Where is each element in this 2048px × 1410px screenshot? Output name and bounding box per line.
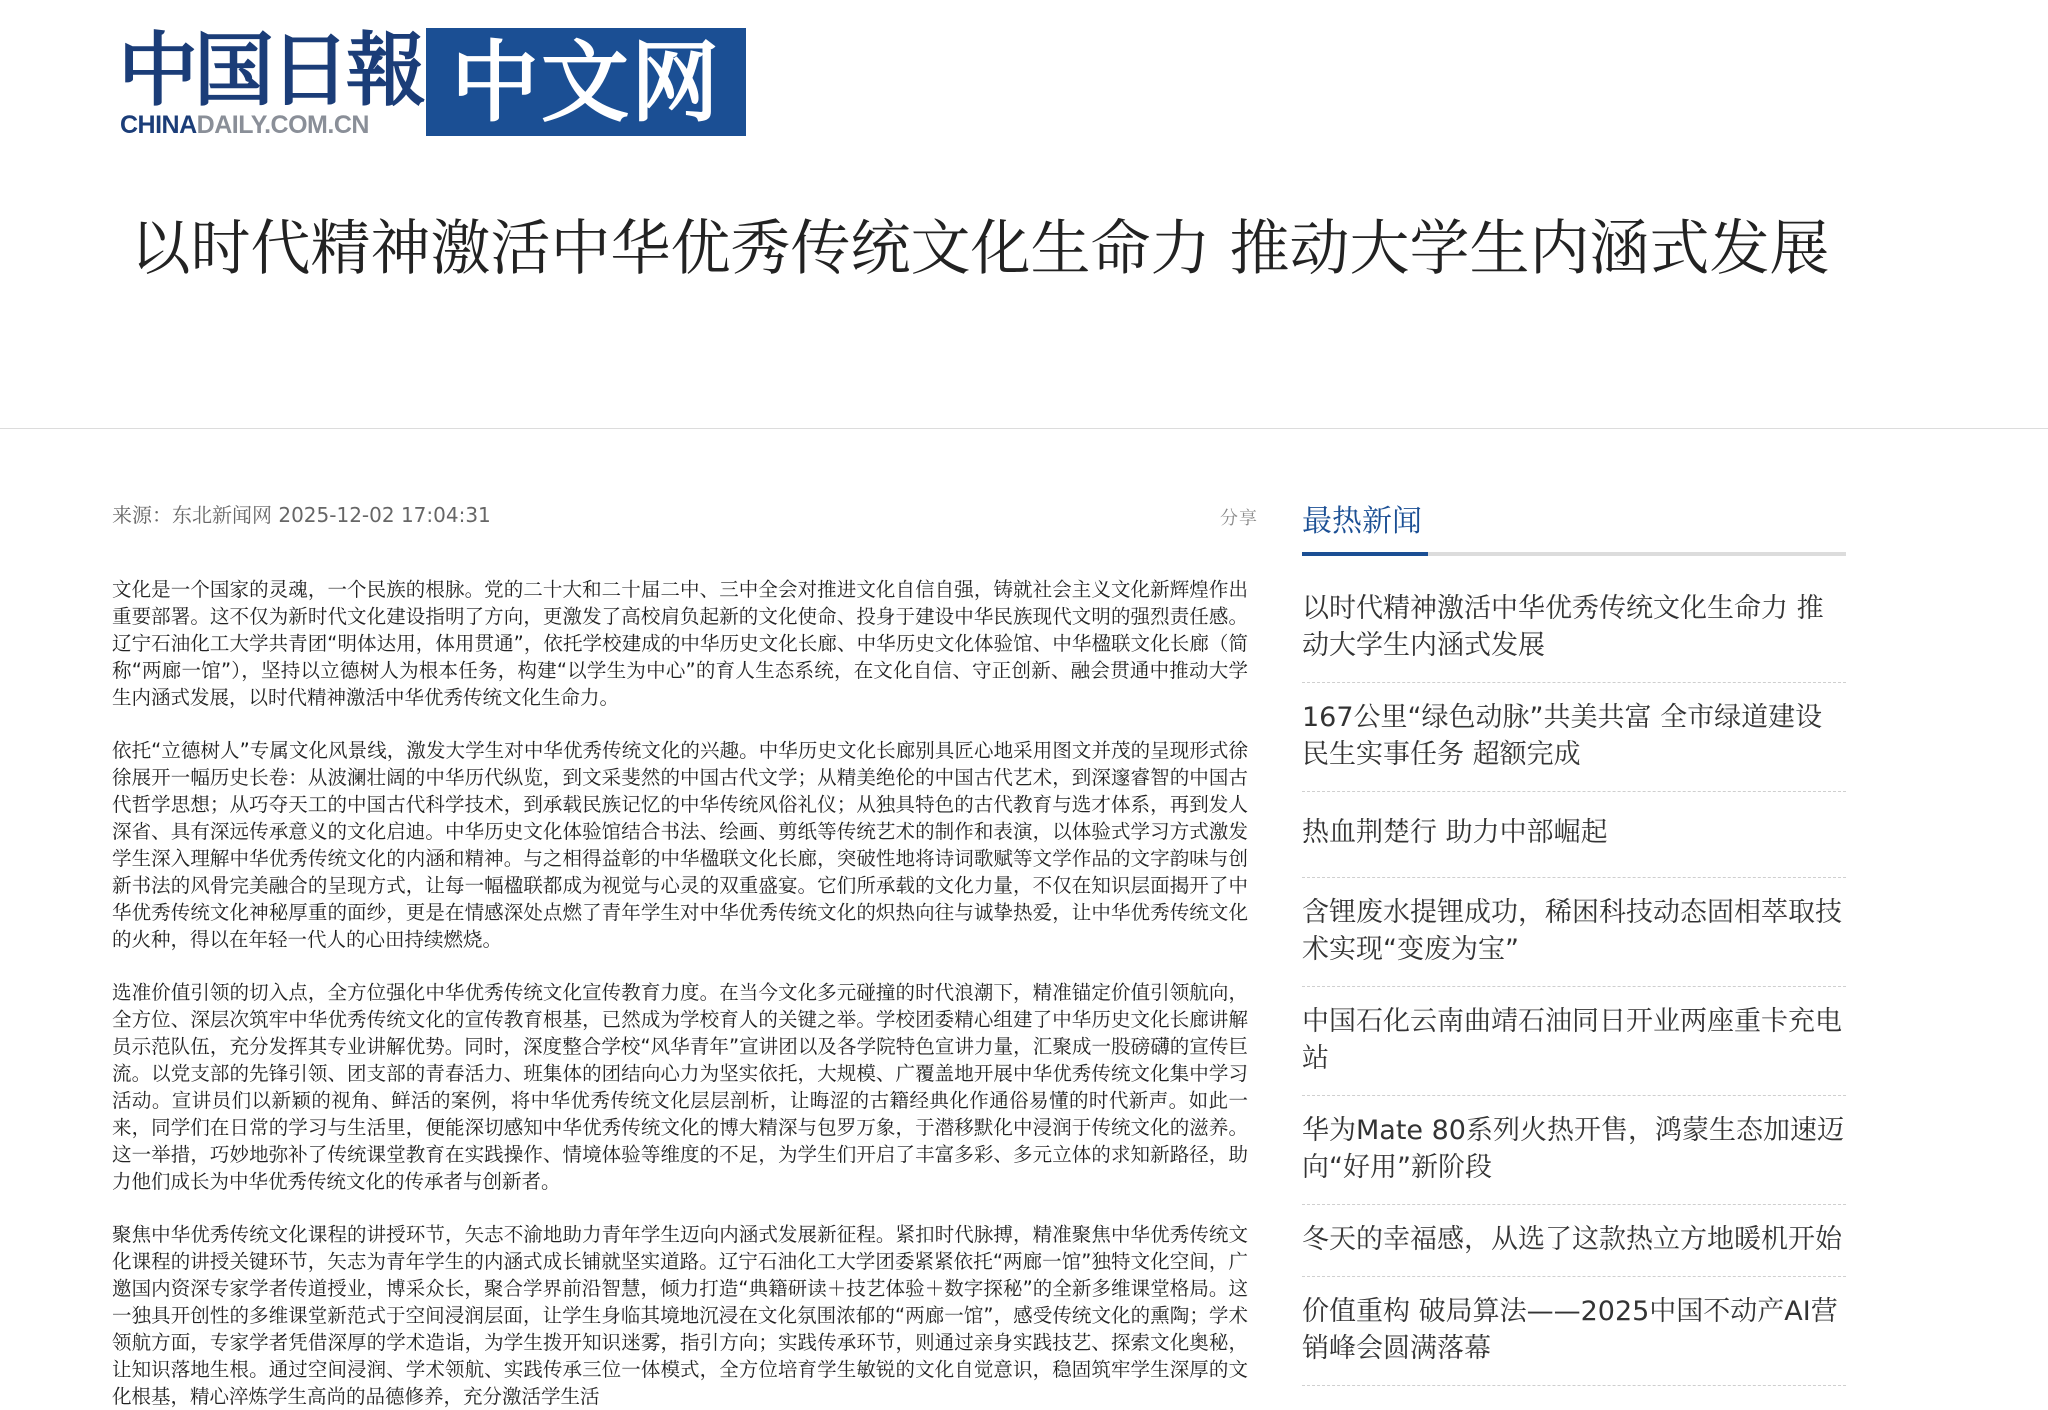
article-body xyxy=(112,576,1248,1408)
page-header xyxy=(0,0,2048,429)
logo-box-text: 中文网 xyxy=(426,28,746,136)
logo-english-text xyxy=(120,110,369,140)
hot-news-underline xyxy=(1302,552,1428,556)
article-title: 以时代精神激活中华优秀传统文化生命力 推动大学生内涵式发展 xyxy=(130,214,1830,284)
hot-news-list xyxy=(1302,574,1846,1386)
article-meta xyxy=(112,500,1258,530)
article-paragraph: 依托“立德树人”专属文化风景线，激发大学生对中华优秀传统文化的兴趣。中华历史文化长廊别具匠心地采用图文并茂的呈现形式徐徐展开一幅历史长卷：从波澜壮阔的中华历代纵览，到文采斐然的中国古代文学；从精美绝伦的中国古代艺术，到深邃睿智的中国古代哲学思想；从巧夺天工的中国古代科学技术，到承载民族记忆的中华传统风俗礼仪；从独具特色的古代教育与选才体系，再到发人深省、具有深远传承意义的文化启迪。中华历史文化体验馆结合书法、绘画、剪纸等传统艺术的制作和表演，以体验式学习方式激发学生深入理解中华优秀传统文化的内涵和精神。与之相得益彰的中华楹联文化长廊，突破性地将诗词歌赋等文学作品的文字韵味与创新书法的风骨完美融合的呈现方式，让每一幅楹联都成为视觉与心灵的双重盛宴。它们所承载的文化力量，不仅在知识层面揭开了中华优秀传统文化神秘厚重的面纱，更是在情感深处点燃了青年学生对中华优秀传统文化的炽热向往与诚挚热爱，让中华优秀传统文化的火种，得以在年轻一代人的心田持续燃烧。 xyxy=(112,739,1248,951)
logo-english-rest: DAILY.COM.CN xyxy=(196,111,369,139)
hot-news-item[interactable]: 167公里“绿色动脉”共美共富 全市绿道建设民生实事任务 超额完成 xyxy=(1302,683,1846,792)
article-paragraph: 选准价值引领的切入点，全方位强化中华优秀传统文化宣传教育力度。在当今文化多元碰撞的时代浪潮下，精准锚定价值引领航向，全方位、深层次筑牢中华优秀传统文化的宣传教育根基，已然成为学校育人的关键之举。学校团委精心组建了中华历史文化长廊讲解员示范队伍，充分发挥其专业讲解优势。同时，深度整合学校“风华青年”宣讲团以及各学院特色宣讲力量，汇聚成一股磅礴的宣传巨流。以党支部的先锋引领、团支部的青春活力、班集体的团结向心力为坚实依托，大规模、广覆盖地开展中华优秀传统文化集中学习活动。宣讲员们以新颖的视角、鲜活的案例，将中华优秀传统文化层层剖析，让晦涩的古籍经典化作通俗易懂的时代新声。如此一来，同学们在日常的学习与生活里，便能深切感知中华优秀传统文化的博大精深与包罗万象，于潜移默化中浸润于传统文化的滋养。这一举措，巧妙地弥补了传统课堂教育在实践操作、情境体验等维度的不足，为学生们开启了丰富多彩、多元立体的求知新路径，助力他们成长为中华优秀传统文化的传承者与创新者。 xyxy=(112,981,1248,1193)
hot-news-item[interactable]: 热血荆楚行 助力中部崛起 xyxy=(1302,792,1846,878)
site-logo[interactable] xyxy=(118,18,748,142)
share-button[interactable]: 分享 xyxy=(1220,508,1258,529)
logo-chinese-text: 中国日報 xyxy=(118,23,422,117)
logo-english-main: CHINA xyxy=(120,111,197,139)
hot-news-item[interactable]: 价值重构 破局算法——2025中国不动产AI营销峰会圆满落幕 xyxy=(1302,1277,1846,1386)
hot-news-item[interactable]: 华为Mate 80系列火热开售，鸿蒙生态加速迈向“好用”新阶段 xyxy=(1302,1096,1846,1205)
hot-news-title: 最热新闻 xyxy=(1302,504,1422,539)
hot-news-item[interactable]: 以时代精神激活中华优秀传统文化生命力 推动大学生内涵式发展 xyxy=(1302,574,1846,683)
article-paragraph: 文化是一个国家的灵魂，一个民族的根脉。党的二十大和二十届二中、三中全会对推进文化自信自强，铸就社会主义文化新辉煌作出重要部署。这不仅为新时代文化建设指明了方向，更激发了高校肩负起新的文化使命、投身于建设中华民族现代文明的强烈责任感。辽宁石油化工大学共青团“明体达用，体用贯通”，依托学校建成的中华历史文化长廊、中华历史文化体验馆、中华楹联文化长廊（简称“两廊一馆”），坚持以立德树人为根本任务，构建“以学生为中心”的育人生态系统，在文化自信、守正创新、融会贯通中推动大学生内涵式发展，以时代精神激活中华优秀传统文化生命力。 xyxy=(112,578,1248,709)
hot-news-item[interactable]: 冬天的幸福感，从选了这款热立方地暖机开始 xyxy=(1302,1205,1846,1277)
article-source: 来源：东北新闻网 2025-12-02 17:04:31 xyxy=(112,503,491,527)
hot-news-sidebar xyxy=(1302,496,1846,1386)
hot-news-item[interactable]: 中国石化云南曲靖石油同日开业两座重卡充电站 xyxy=(1302,987,1846,1096)
hot-news-header xyxy=(1302,496,1846,556)
hot-news-item[interactable]: 含锂废水提锂成功，稀困科技动态固相萃取技术实现“变废为宝” xyxy=(1302,878,1846,987)
article-paragraph: 聚焦中华优秀传统文化课程的讲授环节，矢志不渝地助力青年学生迈向内涵式发展新征程。紧扣时代脉搏，精准聚焦中华优秀传统文化课程的讲授关键环节，矢志为青年学生的内涵式成长铺就坚实道路。辽宁石油化工大学团委紧紧依托“两廊一馆”独特文化空间，广邀国内资深专家学者传道授业，博采众长，聚合学界前沿智慧，倾力打造“典籍研读＋技艺体验＋数字探秘”的全新多维课堂格局。这一独具开创性的多维课堂新范式于空间浸润层面，让学生身临其境地沉浸在文化氛围浓郁的“两廊一馆”，感受传统文化的熏陶；学术领航方面，专家学者凭借深厚的学术造诣，为学生拨开知识迷雾，指引方向；实践传承环节，则通过亲身实践技艺、探索文化奥秘，让知识落地生根。通过空间浸润、学术领航、实践传承三位一体模式，全方位培育学生敏锐的文化自觉意识，稳固筑牢学生深厚的文化根基，精心淬炼学生高尚的品德修养，充分激活学生活 xyxy=(112,1223,1248,1408)
